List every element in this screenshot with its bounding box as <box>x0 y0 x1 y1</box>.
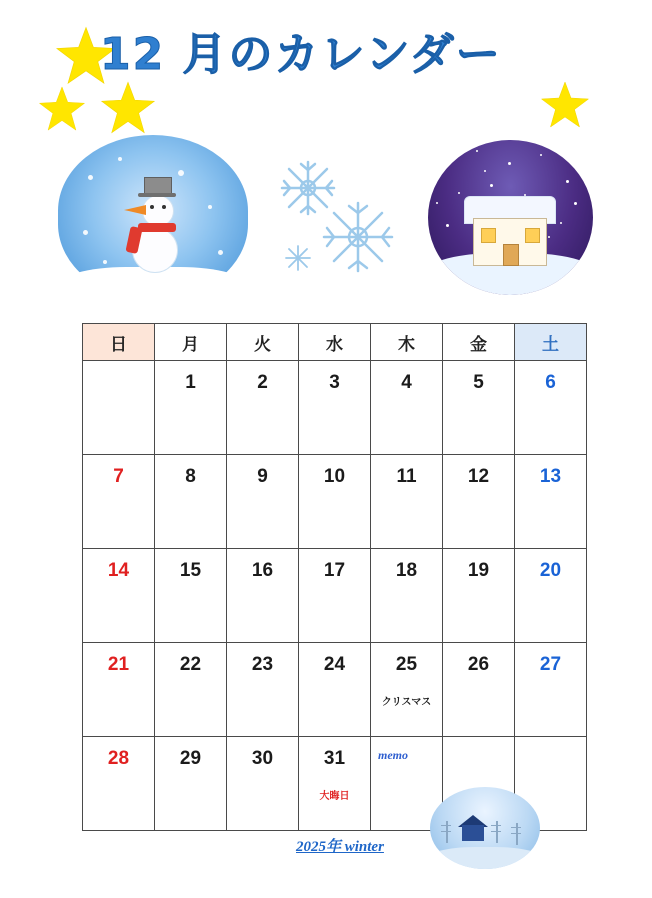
snow-ground <box>430 847 540 869</box>
day-cell[interactable] <box>83 455 155 549</box>
day-cell[interactable] <box>227 455 299 549</box>
day-event-label: 大晦日 <box>319 791 350 802</box>
day-number: 24 <box>323 654 346 675</box>
day-number: 27 <box>539 654 562 675</box>
day-number: 26 <box>467 654 490 675</box>
day-number: 2 <box>257 372 268 393</box>
day-number: 25 <box>395 654 418 675</box>
day-cell[interactable] <box>299 361 371 455</box>
day-number: 31 <box>323 748 346 769</box>
day-number: 18 <box>395 560 418 581</box>
weekday-header-thu: 木 <box>371 324 443 361</box>
day-cell[interactable] <box>371 643 443 737</box>
day-cell[interactable] <box>155 737 227 831</box>
snowman-eye <box>150 205 154 209</box>
star-icon <box>38 85 86 133</box>
day-number: 22 <box>179 654 202 675</box>
day-number: 9 <box>257 466 268 487</box>
night-sky <box>428 140 593 295</box>
day-number: 4 <box>401 372 412 393</box>
day-number: 6 <box>545 372 556 393</box>
day-cell[interactable] <box>83 361 155 455</box>
day-cell[interactable] <box>155 643 227 737</box>
weekday-header-sun: 日 <box>83 324 155 361</box>
day-cell[interactable] <box>443 455 515 549</box>
snowman-hat-brim <box>138 193 176 197</box>
title-area <box>0 0 652 150</box>
day-number: 29 <box>179 748 202 769</box>
day-number: 28 <box>107 748 130 769</box>
day-cell[interactable] <box>515 549 587 643</box>
memo-label: memo <box>378 748 408 762</box>
day-cell[interactable] <box>227 643 299 737</box>
day-number: 20 <box>539 560 562 581</box>
day-number: 23 <box>251 654 274 675</box>
house-door <box>503 244 519 266</box>
weekday-header-tue: 火 <box>227 324 299 361</box>
day-cell[interactable] <box>371 549 443 643</box>
day-cell[interactable] <box>227 737 299 831</box>
day-cell[interactable] <box>299 455 371 549</box>
day-number: 3 <box>329 372 340 393</box>
day-cell[interactable] <box>83 737 155 831</box>
calendar-week-row <box>83 549 587 643</box>
day-number: 13 <box>539 466 562 487</box>
day-number: 10 <box>323 466 346 487</box>
star-icon <box>540 80 590 130</box>
calendar-week-row <box>83 361 587 455</box>
day-cell[interactable] <box>155 549 227 643</box>
day-cell[interactable] <box>155 455 227 549</box>
footer-signature: 2025年 winter <box>296 839 384 855</box>
star-icon <box>100 80 156 136</box>
day-cell[interactable] <box>371 455 443 549</box>
house-window <box>481 228 496 243</box>
calendar-table <box>82 323 587 831</box>
snowman-eye <box>162 205 166 209</box>
day-number: 8 <box>185 466 196 487</box>
day-cell[interactable] <box>371 361 443 455</box>
day-number: 1 <box>185 372 196 393</box>
day-cell[interactable] <box>299 737 371 831</box>
snowflakes-illustration <box>258 140 418 300</box>
day-cell[interactable] <box>443 549 515 643</box>
day-cell[interactable] <box>227 549 299 643</box>
day-number: 5 <box>473 372 484 393</box>
day-number: 21 <box>107 654 130 675</box>
weekday-header-sat: 土 <box>515 324 587 361</box>
day-number: 30 <box>251 748 274 769</box>
day-number: 12 <box>467 466 490 487</box>
calendar-week-row <box>83 455 587 549</box>
winter-village-illustration <box>430 787 540 869</box>
day-cell[interactable] <box>515 455 587 549</box>
day-cell[interactable] <box>83 549 155 643</box>
calendar-header-row <box>83 324 587 361</box>
day-cell[interactable] <box>83 643 155 737</box>
day-number: 16 <box>251 560 274 581</box>
day-cell[interactable] <box>227 361 299 455</box>
day-number: 14 <box>107 560 130 581</box>
snowman-scarf <box>138 223 176 232</box>
weekday-header-mon: 月 <box>155 324 227 361</box>
weekday-header-wed: 水 <box>299 324 371 361</box>
day-number: 11 <box>396 466 417 487</box>
day-cell[interactable] <box>443 643 515 737</box>
night-house-illustration <box>428 140 593 305</box>
day-number: 7 <box>113 466 124 487</box>
snowman-scene-illustration <box>58 135 248 305</box>
village-background <box>430 787 540 869</box>
day-cell[interactable] <box>515 643 587 737</box>
village-house <box>462 825 484 841</box>
weekday-header-fri: 金 <box>443 324 515 361</box>
day-event-label: クリスマス <box>381 697 432 708</box>
day-number: 19 <box>467 560 490 581</box>
day-cell[interactable] <box>299 549 371 643</box>
day-number: 17 <box>323 560 346 581</box>
day-number: 15 <box>179 560 202 581</box>
snowman-nose <box>124 205 146 215</box>
day-cell[interactable] <box>443 361 515 455</box>
calendar-week-row <box>83 643 587 737</box>
day-cell[interactable] <box>155 361 227 455</box>
day-cell[interactable] <box>299 643 371 737</box>
day-cell[interactable] <box>515 361 587 455</box>
page-title: 12 月のカレンダー <box>100 29 502 80</box>
house-window <box>525 228 540 243</box>
